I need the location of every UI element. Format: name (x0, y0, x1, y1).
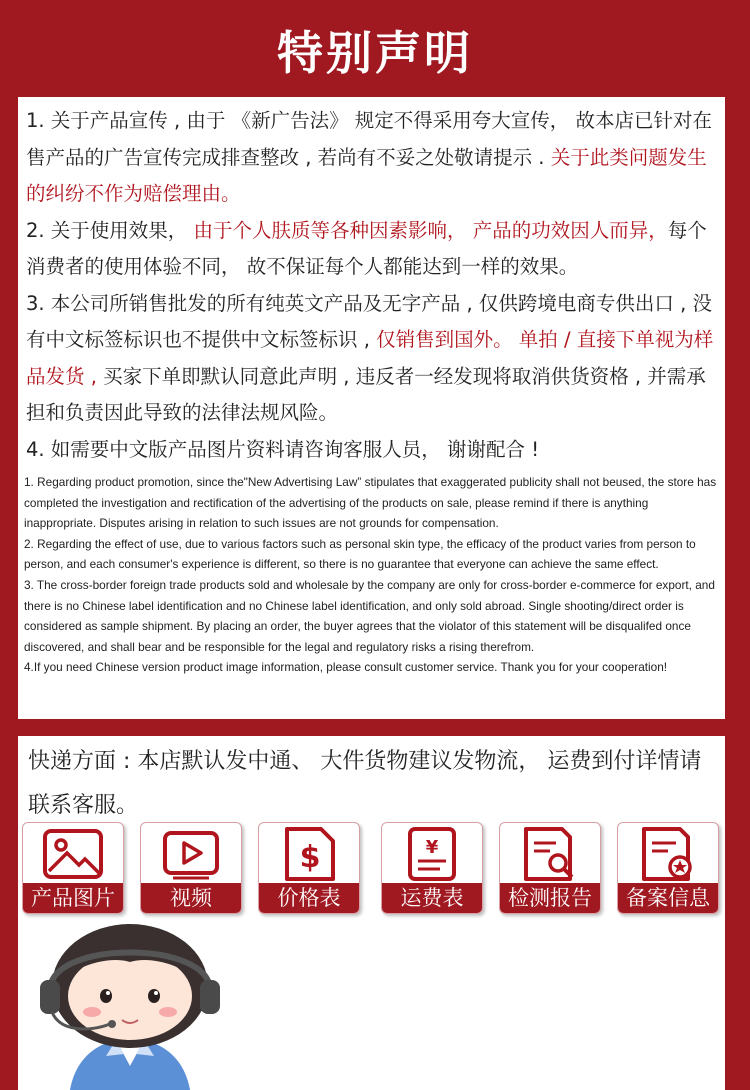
notice-1-highlight: 关于此类问题发生的纠纷不作为赔偿理由。 (26, 145, 707, 205)
product-images-button[interactable] (22, 822, 124, 914)
price-list-label: 价格表 (259, 883, 359, 913)
page-title: 特别声明 (277, 26, 473, 80)
notice-paragraph-2 (24, 213, 719, 286)
notice-en-1: 1. Regarding product promotion, since the"New Advertising Law” stipulates that exaggerated publicity shall not beused, the store has completed the investigation and rectification of the advertising of the products on sale, please remind if there is anything inappropriate. Disputes arising in relation to such issues are not grounds for compensation. (24, 475, 717, 531)
notice-en-4: 4.If you need Chinese version product image information, please consult customer service. Thank you for your cooperation! (24, 660, 668, 675)
notice-3-text-2: 买家下单即默认同意此声明 , 违反者一经发现将取消供货资格 , 并需承担和负责因此导致的法律法规风险。 (26, 364, 706, 424)
notice-3-text: 3. 本公司所销售批发的所有纯英文产品及无字产品 , 仅供跨境电商专供出口 , 没有中文标签标识也不提供中文标签标识 , (26, 291, 712, 351)
notice-2-text-2: 每个消费者的使用体验不同， 故不保证每个人都能达到一样的效果。 (26, 218, 707, 278)
notice-panel (18, 97, 725, 719)
price-list-icon (259, 823, 359, 885)
notice-2-text: 2. 关于使用效果， (26, 218, 194, 242)
filing-info-icon (618, 823, 718, 885)
notice-paragraph-3 (24, 286, 719, 432)
image-icon (23, 823, 123, 885)
price-list-button[interactable] (258, 822, 360, 914)
filing-info-button[interactable] (617, 822, 719, 914)
product-images-label: 产品图片 (23, 883, 123, 913)
shipping-fee-button[interactable] (381, 822, 483, 914)
notice-2-highlight: 由于个人肤质等各种因素影响， 产品的功效因人而异， (193, 218, 668, 242)
shipping-fee-icon (382, 823, 482, 885)
video-label: 视频 (141, 883, 241, 913)
filing-info-label: 备案信息 (618, 883, 718, 913)
video-icon (141, 823, 241, 885)
service-panel (18, 736, 725, 1090)
svg-text:¥: ¥ (425, 837, 439, 858)
notice-paragraph-1 (24, 103, 719, 213)
svg-text:$: $ (299, 840, 321, 875)
inspection-report-label: 检测报告 (500, 883, 600, 913)
notice-english (24, 472, 719, 678)
inspection-report-icon (500, 823, 600, 885)
notice-3-highlight: 仅销售到国外。 单拍 / 直接下单视为样品发货 , (26, 328, 714, 388)
video-button[interactable] (140, 822, 242, 914)
shipping-note: 快递方面 : 本店默认发中通、 大件货物建议发物流， 运费到付详情请联系客服。 (28, 749, 702, 818)
customer-service-avatar (30, 916, 230, 1090)
service-icon-row (18, 822, 725, 914)
shipping-fee-label: 运费表 (382, 883, 482, 913)
notice-paragraph-4: 4. 如需要中文版产品图片资料请咨询客服人员， 谢谢配合 ! (26, 437, 540, 461)
notice-en-3: 3. The cross-border foreign trade products sold and wholesale by the company are only for cross-border e-commerce for export, and there is no Chinese label identification and no Chinese label identification, and only sold abroad. Single shooting/direct order is considered as sample shipment. By placing an order, the buyer agrees that the violator of this statement will be disqualifed once discovered, and shall bear and be responsible for the legal and regulatory risks a rising therefrom. (24, 577, 715, 654)
notice-1-text: 1. 关于产品宣传 , 由于 《新广告法》 规定不得采用夸大宣传， 故本店已针对在售产品的广告宣传完成排查整改 , 若尚有不妥之处敬请提示 . (26, 109, 712, 169)
inspection-report-button[interactable] (499, 822, 601, 914)
notice-en-2: 2. Regarding the effect of use, due to various factors such as personal skin type, the efficacy of the product varies from person to person, and each consumer's experience is different, so there is no guarantee that everyone can achieve the same effect. (24, 536, 696, 572)
